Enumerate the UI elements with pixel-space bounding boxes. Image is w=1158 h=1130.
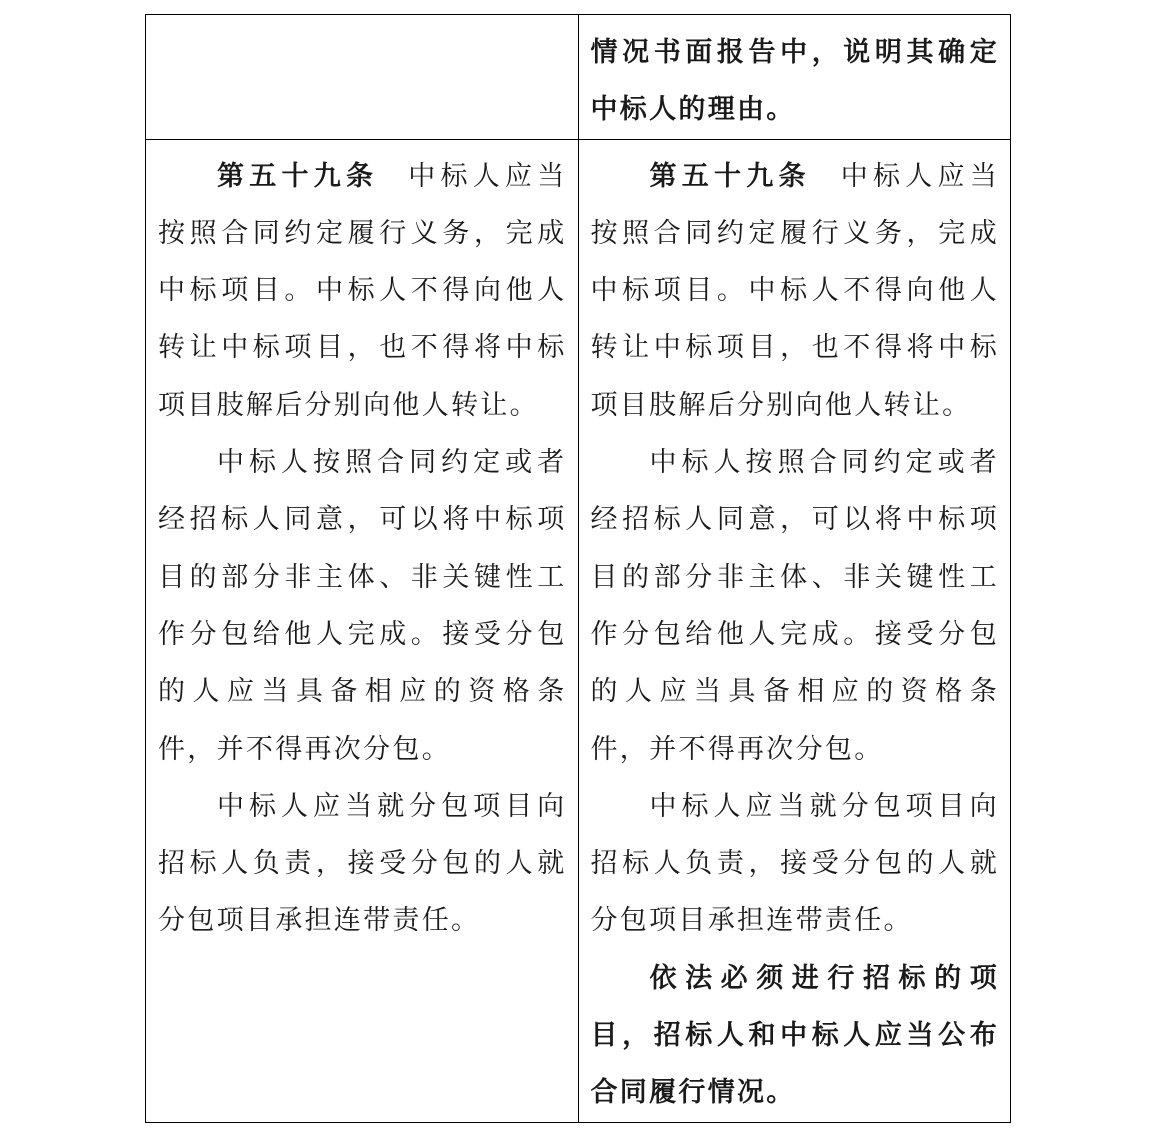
article-paragraph-1 [591,148,1000,434]
article-paragraph-2: 中标人按照合同约定或者经招标人同意，可以将中标项目的部分非主体、非关键性工作分包给他人完成。接受分包的人应当具备相应的资格条件，并不得再次分包。 [590,447,999,765]
article-paragraph-1 [158,148,567,434]
top-left-cell [146,15,579,140]
table-row [146,139,1011,1122]
comparison-table [145,14,1011,1123]
table-row [146,15,1011,140]
original-text-cell [146,139,579,1122]
top-right-text: 情况书面报告中，说明其确定中标人的理由。 [590,37,999,126]
top-right-cell [578,15,1011,140]
article-paragraph-2: 中标人按照合同约定或者经招标人同意，可以将中标项目的部分非主体、非关键性工作分包给他人完成。接受分包的人应当具备相应的资格条件，并不得再次分包。 [158,447,567,765]
article-paragraph-1-text: 中标人应当按照合同约定履行义务，完成中标项目。中标人不得向他人转让中标项目，也不得将中标项目肢解后分别向他人转让。 [158,160,567,421]
article-label: 第五十九条 [217,160,379,192]
article-paragraph-3: 中标人应当就分包项目向招标人负责，接受分包的人就分包项目承担连带责任。 [590,790,999,937]
revised-text-cell [578,139,1011,1122]
added-paragraph: 依法必须进行招标的项目，招标人和中标人应当公布合同履行情况。 [590,962,999,1109]
article-paragraph-1-text: 中标人应当按照合同约定履行义务，完成中标项目。中标人不得向他人转让中标项目，也不得将中标项目肢解后分别向他人转让。 [590,160,1000,421]
article-paragraph-3: 中标人应当就分包项目向招标人负责，接受分包的人就分包项目承担连带责任。 [158,790,567,937]
article-label: 第五十九条 [649,160,811,192]
